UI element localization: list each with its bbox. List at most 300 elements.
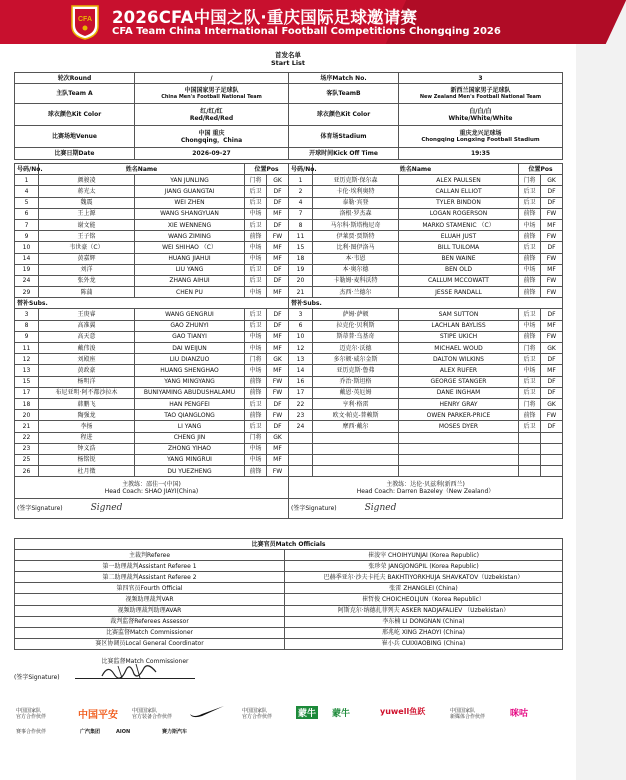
- date-label: 比赛日期Date: [15, 148, 135, 160]
- sponsor-0-label: 中国国家队 官方合作伙伴: [16, 708, 47, 720]
- table-row: [15, 376, 563, 387]
- player-name-zh: 本·韦恩: [313, 253, 399, 264]
- player-name-zh: 亚历克斯·保尔森: [313, 175, 399, 186]
- player-name-en: JESSE RANDALL: [399, 287, 519, 298]
- player-pos: FW: [267, 376, 289, 387]
- player-number: 8: [289, 219, 313, 230]
- player-name-en: WANG GENGRUI: [135, 309, 245, 320]
- player-pos-zh: 后卫: [245, 275, 267, 286]
- player-pos-zh: 前锋: [519, 331, 541, 342]
- coach-row: [15, 477, 563, 499]
- player-number: 2: [289, 186, 313, 197]
- official-name: 崔哲俊 CHOICHEOLJUN（Korea Republic）: [285, 594, 563, 605]
- player-pos-zh: 中场: [519, 264, 541, 275]
- player-number: 14: [289, 365, 313, 376]
- kit-a-zh: 红/红/红: [200, 107, 223, 115]
- player-pos-zh: 后卫: [245, 398, 267, 409]
- player-pos: GK: [267, 354, 289, 365]
- header-banner: [0, 0, 576, 44]
- round-label: 轮次Round: [15, 73, 135, 84]
- empty-cell: [541, 454, 563, 465]
- subs-label-a: 替补Subs.: [15, 298, 289, 309]
- player-number: 5: [15, 197, 39, 208]
- heading-zh: 首发名单: [275, 51, 301, 59]
- table-row: [15, 320, 563, 331]
- kickoff-label: 开球时间Kick Off Time: [289, 148, 399, 160]
- empty-cell: [289, 454, 313, 465]
- nike-swoosh-icon: [188, 704, 226, 718]
- player-number: 6: [289, 320, 313, 331]
- player-number: 1: [289, 175, 313, 186]
- player-number: 23: [289, 410, 313, 421]
- sponsor-5-logo: 咪咕: [510, 709, 529, 719]
- footer-partner-label: 赛事合作伙伴: [16, 729, 47, 735]
- player-pos-zh: 前锋: [519, 208, 541, 219]
- official-role: 视频助理裁判助理AVAR: [15, 605, 285, 616]
- team-a-en: China Men's Football National Team: [161, 93, 262, 100]
- player-pos: GK: [541, 175, 563, 186]
- stadium-label: 体育场Stadium: [289, 126, 399, 148]
- sponsor-2-logo: 蒙牛: [296, 706, 318, 719]
- empty-cell: [541, 432, 563, 443]
- player-pos: FW: [541, 287, 563, 298]
- player-name-en: DU YUEZHENG: [135, 466, 245, 477]
- player-pos-zh: 后卫: [519, 387, 541, 398]
- player-name-zh: 卡勒姆·麦科沃特: [313, 275, 399, 286]
- player-name-en: WEI SHIHAO （C）: [135, 242, 245, 253]
- empty-cell: [399, 432, 519, 443]
- match-info-table: [14, 72, 563, 160]
- player-name-en: BEN OLD: [399, 264, 519, 275]
- team-a-label: 主队Team A: [15, 84, 135, 104]
- col-name-a: 姓名Name: [39, 164, 245, 175]
- player-name-zh: 韦世豪（C）: [39, 242, 135, 253]
- player-number: 3: [289, 309, 313, 320]
- official-name: 张珍荣 JANGJONGPIL (Korea Republic): [285, 561, 563, 572]
- player-number: 13: [289, 354, 313, 365]
- table-row: [15, 287, 563, 298]
- venue-zh: 中国 重庆: [198, 129, 225, 137]
- player-number: 20: [289, 275, 313, 286]
- player-pos-zh: 中场: [245, 208, 267, 219]
- player-pos: DF: [541, 354, 563, 365]
- player-pos: GK: [267, 432, 289, 443]
- coach-b-en: Head Coach: Darren Bazeley（New Zealand）: [356, 487, 495, 495]
- table-row: [15, 175, 563, 186]
- commissioner-signature-label: (签字Signature): [14, 674, 60, 681]
- player-pos: GK: [541, 343, 563, 354]
- player-name-zh: 比利·图伊洛马: [313, 242, 399, 253]
- table-row: [15, 466, 563, 477]
- round-value: /: [135, 73, 289, 84]
- player-pos-zh: 前锋: [519, 231, 541, 242]
- player-name-zh: 魏震: [39, 197, 135, 208]
- sponsor-area: [0, 700, 576, 780]
- player-pos: MF: [267, 287, 289, 298]
- player-pos: MF: [541, 219, 563, 230]
- player-pos: MF: [267, 331, 289, 342]
- player-pos-zh: 前锋: [245, 231, 267, 242]
- table-row: [15, 365, 563, 376]
- table-row: [15, 354, 563, 365]
- team-b-en: New Zealand Men's Football National Team: [419, 93, 542, 100]
- player-name-zh: 陈蒲: [39, 287, 135, 298]
- player-name-zh: 亚历克斯·鲁弗: [313, 365, 399, 376]
- sponsor-5-label: 中国国家队 新媒体合作伙伴: [450, 708, 486, 720]
- kit-b-zh: 白/白/白: [469, 107, 492, 115]
- player-name-zh: 蒋光太: [39, 186, 135, 197]
- player-pos: DF: [541, 387, 563, 398]
- player-number: 24: [15, 275, 39, 286]
- signature-b: Signed: [364, 503, 397, 514]
- player-name-zh: 韩鹏飞: [39, 398, 135, 409]
- player-name-zh: 黄政豪: [39, 365, 135, 376]
- player-pos-zh: 门将: [519, 343, 541, 354]
- player-pos: GK: [541, 398, 563, 409]
- officials-title: 比赛官员Match Officials: [15, 539, 563, 550]
- player-name-en: JIANG GUANGTAI: [135, 186, 245, 197]
- player-name-en: YANG MINGRUI: [135, 454, 245, 465]
- footer-gac: 广汽集团: [80, 729, 101, 735]
- player-pos-zh: 后卫: [519, 197, 541, 208]
- player-name-en: LACHLAN BAYLISS: [399, 320, 519, 331]
- player-pos: DF: [267, 197, 289, 208]
- player-pos-zh: 后卫: [519, 421, 541, 432]
- venue-en: Chongqing，China: [180, 136, 243, 144]
- player-name-zh: 刘洋: [39, 264, 135, 275]
- player-pos-zh: 中场: [519, 365, 541, 376]
- player-name-en: DALTON WILKINS: [399, 354, 519, 365]
- player-name-zh: 颜骏凌: [39, 175, 135, 186]
- player-name-en: OWEN PARKER-PRICE: [399, 410, 519, 421]
- official-row: [15, 605, 563, 616]
- player-pos: FW: [541, 410, 563, 421]
- player-name-zh: 布尼亚明·阿不都沙拉木: [39, 387, 135, 398]
- player-pos: DF: [267, 398, 289, 409]
- crest-text: CFA: [78, 16, 92, 23]
- player-number: 17: [289, 387, 313, 398]
- table-row: [15, 387, 563, 398]
- player-name-zh: 程进: [39, 432, 135, 443]
- table-row: [15, 410, 563, 421]
- player-name-en: DANE INGHAM: [399, 387, 519, 398]
- subs-header-row: [15, 298, 563, 309]
- player-name-zh: 本·奥尔德: [313, 264, 399, 275]
- player-name-zh: 马尔科·斯塔梅尼奇: [313, 219, 399, 230]
- player-number: 1: [15, 175, 39, 186]
- signature-b-label: (签字Signature): [291, 505, 337, 513]
- player-pos-zh: 中场: [245, 287, 267, 298]
- player-name-en: ZHONG YIHAO: [135, 443, 245, 454]
- player-number: 6: [15, 208, 39, 219]
- player-pos-zh: 前锋: [245, 387, 267, 398]
- sponsor-0-logo: 中国平安: [78, 710, 118, 721]
- player-pos-zh: 后卫: [519, 376, 541, 387]
- signature-a-label: (签字Signature): [17, 505, 63, 513]
- player-name-zh: 杜月徵: [39, 466, 135, 477]
- player-pos-zh: 门将: [245, 432, 267, 443]
- player-name-en: XIE WENNENG: [135, 219, 245, 230]
- player-number: 15: [289, 242, 313, 253]
- player-name-zh: 王庚睿: [39, 309, 135, 320]
- signature-b-cell: [289, 499, 563, 519]
- player-name-zh: 张外龙: [39, 275, 135, 286]
- player-name-en: BEN WAINE: [399, 253, 519, 264]
- empty-cell: [313, 466, 399, 477]
- player-name-en: SAM SUTTON: [399, 309, 519, 320]
- col-pos-a: 位置Pos: [245, 164, 289, 175]
- officials-body: [15, 550, 563, 650]
- player-name-zh: 萨姆·萨顿: [313, 309, 399, 320]
- signature-a-cell: [15, 499, 289, 519]
- player-number: 18: [289, 253, 313, 264]
- player-number: 25: [15, 454, 39, 465]
- player-name-en: LIU DIANZUO: [135, 354, 245, 365]
- player-number: 13: [15, 365, 39, 376]
- coach-a-en: Head Coach: SHAO JIAYI(China): [104, 487, 199, 495]
- player-pos: MF: [541, 264, 563, 275]
- table-row: [15, 275, 563, 286]
- date-value: 2026-09-27: [135, 148, 289, 160]
- kickoff-value: 19:35: [399, 148, 563, 160]
- signature-row: [15, 499, 563, 519]
- player-name-zh: 高天意: [39, 331, 135, 342]
- player-number: 23: [15, 443, 39, 454]
- player-name-zh: 杨明洋: [39, 376, 135, 387]
- player-name-zh: 杨铭锐: [39, 454, 135, 465]
- col-name-b: 姓名Name: [313, 164, 519, 175]
- match-no-label: 场序Match No.: [289, 73, 399, 84]
- player-pos: GK: [267, 175, 289, 186]
- player-name-zh: 迈克尔·沃德: [313, 343, 399, 354]
- player-number: 9: [15, 331, 39, 342]
- stadium-value: [399, 126, 563, 148]
- commissioner-signature-scribble-icon: [100, 660, 160, 682]
- sponsor-4-logo: yuwell鱼跃: [380, 707, 426, 716]
- player-pos-zh: 后卫: [519, 186, 541, 197]
- player-pos-zh: 前锋: [245, 410, 267, 421]
- table-row: [15, 197, 563, 208]
- player-name-zh: 亨利·格雷: [313, 398, 399, 409]
- player-pos: FW: [267, 410, 289, 421]
- player-number: 29: [15, 287, 39, 298]
- roster-header-row: [15, 164, 563, 175]
- sponsor-2-label: 中国国家队 官方合作伙伴: [242, 708, 273, 720]
- player-name-en: LI YANG: [135, 421, 245, 432]
- player-pos-zh: 前锋: [519, 287, 541, 298]
- player-name-en: LIU YANG: [135, 264, 245, 275]
- table-row: [15, 432, 563, 443]
- player-pos-zh: 中场: [245, 443, 267, 454]
- player-pos: MF: [267, 443, 289, 454]
- official-role: 裁判监督Referees Assessor: [15, 616, 285, 627]
- official-name: 崔小兵 CUIXIAOBING (China): [285, 638, 563, 649]
- empty-cell: [519, 443, 541, 454]
- player-pos: DF: [267, 219, 289, 230]
- stadium-en: Chongqing Longxing Football Stadium: [421, 136, 540, 143]
- official-row: [15, 583, 563, 594]
- player-pos: DF: [541, 186, 563, 197]
- player-name-en: WANG ZIMING: [135, 231, 245, 242]
- player-pos: FW: [267, 231, 289, 242]
- coach-b-zh: 主教练：达伦·贝兹利(新西兰): [386, 480, 465, 488]
- kit-a-label: 球衣颜色Kit Color: [15, 104, 135, 126]
- player-pos-zh: 后卫: [519, 309, 541, 320]
- player-number: 4: [289, 197, 313, 208]
- coach-a-zh: 主教练：邵佳一(中国): [122, 480, 181, 488]
- player-name-en: BILL TUILOMA: [399, 242, 519, 253]
- player-number: 24: [289, 421, 313, 432]
- coach-b-cell: [289, 477, 563, 499]
- player-pos-zh: 门将: [245, 354, 267, 365]
- player-name-en: YAN JUNLING: [135, 175, 245, 186]
- player-name-en: ALEX RUFER: [399, 365, 519, 376]
- official-role: 主裁判Referee: [15, 550, 285, 561]
- sponsor-1-label: 中国国家队 官方装备合作伙伴: [132, 708, 173, 720]
- official-name: 崔浚宰 CHOIHYUNJAI (Korea Republic): [285, 550, 563, 561]
- official-row: [15, 627, 563, 638]
- empty-cell: [313, 432, 399, 443]
- player-name-en: GAO TIANYI: [135, 331, 245, 342]
- player-pos: FW: [541, 231, 563, 242]
- player-name-zh: 高准翼: [39, 320, 135, 331]
- player-pos-zh: 后卫: [245, 320, 267, 331]
- signature-a: Signed: [90, 503, 123, 514]
- banner-subtitle: CFA Team China International Football Competitions Chongqing 2026: [112, 26, 501, 37]
- table-row: [15, 242, 563, 253]
- player-pos-zh: 前锋: [519, 275, 541, 286]
- player-pos: MF: [267, 365, 289, 376]
- match-no-value: 3: [399, 73, 563, 84]
- table-row: [15, 208, 563, 219]
- player-name-zh: 刘殿座: [39, 354, 135, 365]
- player-number: 11: [289, 231, 313, 242]
- player-pos-zh: 后卫: [519, 242, 541, 253]
- player-pos: MF: [541, 320, 563, 331]
- player-number: 7: [15, 219, 39, 230]
- official-role: 第二助理裁判Assistant Referee 2: [15, 572, 285, 583]
- team-a-value: [135, 84, 289, 104]
- player-name-zh: 杰西·兰德尔: [313, 287, 399, 298]
- player-pos-zh: 后卫: [245, 186, 267, 197]
- player-name-en: GAO ZHUNYI: [135, 320, 245, 331]
- player-name-zh: 黄嘉辉: [39, 253, 135, 264]
- player-number: 4: [15, 186, 39, 197]
- player-name-en: BUNIYAMING ABUDUSHALAMU: [135, 387, 245, 398]
- table-row: [15, 331, 563, 342]
- player-name-en: MICHAEL WOUD: [399, 343, 519, 354]
- table-row: [15, 186, 563, 197]
- table-row: [15, 421, 563, 432]
- player-name-zh: 伊莱贾·贾斯特: [313, 231, 399, 242]
- official-row: [15, 561, 563, 572]
- kit-b-value: [399, 104, 563, 126]
- player-name-en: WANG SHANGYUAN: [135, 208, 245, 219]
- footer-seres: 赛力斯汽车: [162, 729, 188, 735]
- roster-table: [14, 163, 563, 519]
- player-pos: FW: [541, 208, 563, 219]
- table-row: [15, 231, 563, 242]
- official-role: 赛区协调员Local General Coordinator: [15, 638, 285, 649]
- player-pos: DF: [541, 376, 563, 387]
- player-pos: MF: [267, 208, 289, 219]
- player-pos: MF: [267, 343, 289, 354]
- official-row: [15, 616, 563, 627]
- player-number: 22: [289, 398, 313, 409]
- player-name-en: DAI WEIJUN: [135, 343, 245, 354]
- player-pos-zh: 门将: [519, 175, 541, 186]
- player-pos-zh: 中场: [245, 242, 267, 253]
- table-row: [15, 253, 563, 264]
- player-name-zh: 李扬: [39, 421, 135, 432]
- player-name-zh: 泰勒·宾登: [313, 197, 399, 208]
- empty-cell: [541, 443, 563, 454]
- official-role: 比赛监督Match Commissioner: [15, 627, 285, 638]
- player-pos: DF: [541, 421, 563, 432]
- player-name-zh: 谢文能: [39, 219, 135, 230]
- player-pos-zh: 前锋: [245, 466, 267, 477]
- player-pos-zh: 前锋: [519, 253, 541, 264]
- player-name-en: WEI ZHEN: [135, 197, 245, 208]
- sponsor-3-logo: 蒙牛: [332, 709, 351, 719]
- player-pos-zh: 后卫: [519, 354, 541, 365]
- subs-body: [15, 309, 563, 477]
- banner-title: 2026CFA中国之队·重庆国际足球邀请赛: [112, 8, 418, 27]
- player-number: 21: [289, 287, 313, 298]
- player-name-zh: 拉克伦·贝利斯: [313, 320, 399, 331]
- player-pos-zh: 后卫: [245, 421, 267, 432]
- team-b-value: [399, 84, 563, 104]
- player-name-zh: 斯蒂普·乌基奇: [313, 331, 399, 342]
- player-name-en: MARKO STAMENIC （C）: [399, 219, 519, 230]
- empty-cell: [399, 443, 519, 454]
- player-number: 3: [15, 309, 39, 320]
- venue-value: [135, 126, 289, 148]
- footer-aion: AION: [116, 729, 131, 735]
- player-name-zh: 多尔顿·威尔金斯: [313, 354, 399, 365]
- player-number: 18: [15, 398, 39, 409]
- player-number: 10: [15, 242, 39, 253]
- player-pos-zh: 后卫: [245, 219, 267, 230]
- player-pos-zh: 中场: [519, 320, 541, 331]
- player-pos-zh: 中场: [245, 331, 267, 342]
- player-pos-zh: 后卫: [245, 197, 267, 208]
- player-name-zh: 洛根·罗杰森: [313, 208, 399, 219]
- player-name-en: CHENG JIN: [135, 432, 245, 443]
- player-pos-zh: 后卫: [245, 264, 267, 275]
- player-pos: FW: [541, 331, 563, 342]
- official-name: 李东楠 LI DONGNAN (China): [285, 616, 563, 627]
- player-pos-zh: 门将: [519, 398, 541, 409]
- player-number: 7: [289, 208, 313, 219]
- player-pos-zh: 中场: [245, 343, 267, 354]
- player-number: 11: [15, 343, 39, 354]
- player-pos: MF: [267, 454, 289, 465]
- player-pos: FW: [267, 466, 289, 477]
- team-b-zh: 新西兰国家男子足球队: [450, 86, 511, 94]
- empty-cell: [519, 432, 541, 443]
- player-name-zh: 王子铭: [39, 231, 135, 242]
- player-number: 19: [289, 264, 313, 275]
- player-number: 12: [289, 343, 313, 354]
- player-pos-zh: 中场: [245, 253, 267, 264]
- official-row: [15, 572, 563, 583]
- player-pos: DF: [267, 320, 289, 331]
- official-name: 邢兆屹 XING ZHAOYI (China): [285, 627, 563, 638]
- empty-cell: [313, 454, 399, 465]
- kit-a-value: [135, 104, 289, 126]
- player-name-en: TAO QIANGLONG: [135, 410, 245, 421]
